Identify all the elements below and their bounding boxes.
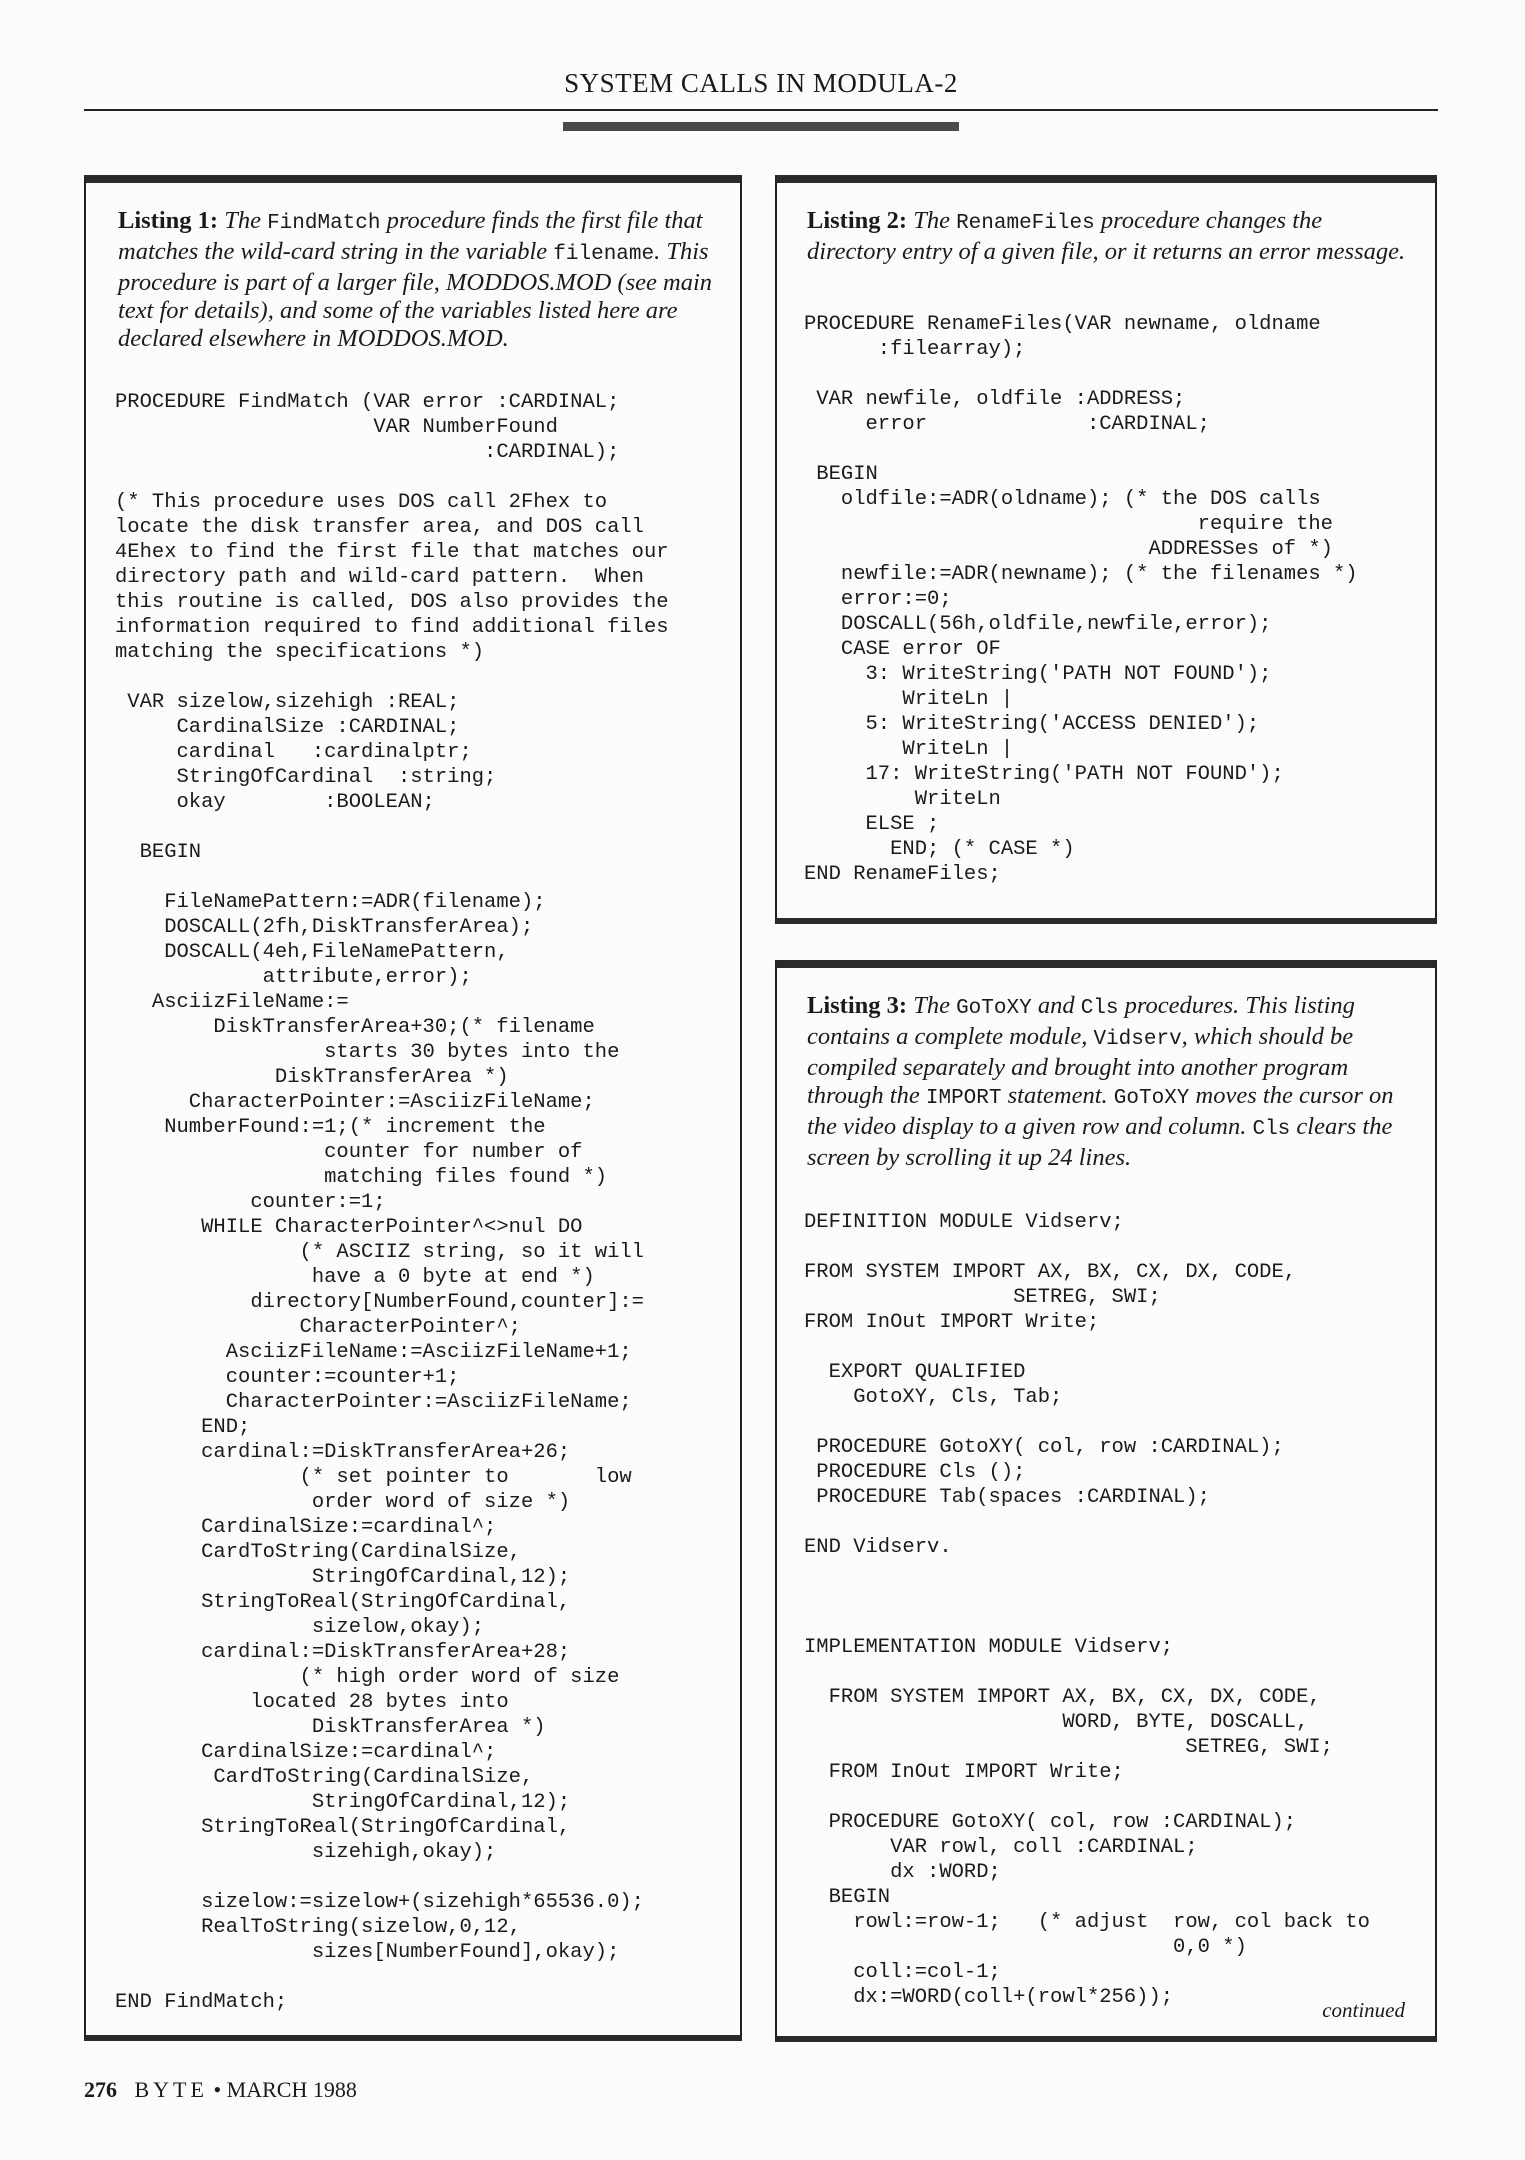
listing-2-code: PROCEDURE RenameFiles(VAR newname, oldname :filearray); VAR newfile, oldfile :ADDRESS; error :CARDINAL; BEGIN oldfile:=ADR(oldname); (* the DOS calls require the ADDRESSes of *) newfile:=ADR(newname); (* the filenames *) error:=0; DOSCALL(56h,oldfile,newfile,error); CASE error OF 3: WriteString('PATH NOT FOUND'); WriteLn | 5: WriteString('ACCESS DENIED'); WriteLn | 17: WriteString('PATH NOT FOUND'); WriteLn ELSE ; END; (* CASE *) END RenameFiles; bbox=[804, 313, 1358, 886]
footer-separator: • bbox=[213, 2077, 222, 2102]
listing-1-code: PROCEDURE FindMatch (VAR error :CARDINAL; VAR NumberFound :CARDINAL); (* This procedure uses DOS call 2Fhex to locate the disk transfer area, and DOS call 4Ehex to find the first file that matches our directory path and wild-card pattern. When this routine is called, DOS also provides the information required to find additional files matching the specifications *) VAR sizelow,sizehigh :REAL; CardinalSize :CARDINAL; cardinal :cardinalptr; StringOfCardinal :string; okay :BOOLEAN; BEGIN FileNamePattern:=ADR(filename); DOSCALL(2fh,DiskTransferArea); DOSCALL(4eh,FileNamePattern, attribute,error); AsciizFileName:= DiskTransferArea+30;(* filename starts 30 bytes into the DiskTransferArea *) CharacterPointer:=AsciizFileName; NumberFound:=1;(* increment the counter for number of matching files found *) counter:=1; WHILE CharacterPointer^<>nul DO (* ASCIIZ string, so it will have a 0 byte at end *) directory[NumberFound,counter]:= CharacterPointer^; AsciizFileName:=AsciizFileName+1; counter:=counter+1; CharacterPointer:=AsciizFileName; END; cardinal:=DiskTransferArea+26; (* set pointer to low order word of size *) CardinalSize:=cardinal^; CardToString(CardinalSize, StringOfCardinal,12); StringToReal(StringOfCardinal, sizelow,okay); cardinal:=DiskTransferArea+28; (* high order word of size located 28 bytes into DiskTransferArea *) CardinalSize:=cardinal^; CardToString(CardinalSize, StringOfCardinal,12); StringToReal(StringOfCardinal, sizehigh,okay); sizelow:=sizelow+(sizehigh*65536.0); RealToString(sizelow,0,12, sizes[NumberFound],okay); END FindMatch; bbox=[115, 391, 669, 2014]
continued-note: continued bbox=[1322, 1998, 1405, 2022]
listing-1-box bbox=[84, 175, 742, 2041]
header-bar bbox=[563, 122, 959, 131]
listing-1-caption: Listing 1: The FindMatch procedure finds the first file that matches the wild-card string in the variable filename. This procedure is part of a larger file, MODDOS.MOD (see main text for details), and some of the variables listed here are declared elsewhere in MODDOS.MOD. bbox=[118, 207, 713, 352]
listing-2-caption: Listing 2: The RenameFiles procedure changes the directory entry of a given file, or it returns an error message. bbox=[807, 207, 1406, 265]
listing-3-label: Listing 3: bbox=[807, 992, 908, 1019]
listing-3-code: DEFINITION MODULE Vidserv; FROM SYSTEM IMPORT AX, BX, CX, DX, CODE, SETREG, SWI; FROM InOut IMPORT Write; EXPORT QUALIFIED GotoXY, Cls, Tab; PROCEDURE GotoXY( col, row :CARDINAL); PROCEDURE Cls (); PROCEDURE Tab(spaces :CARDINAL); END Vidserv. IMPLEMENTATION MODULE Vidserv; FROM SYSTEM IMPORT AX, BX, CX, DX, CODE, WORD, BYTE, DOSCALL, SETREG, SWI; FROM InOut IMPORT Write; PROCEDURE GotoXY( col, row :CARDINAL); VAR rowl, coll :CARDINAL; dx :WORD; BEGIN rowl:=row-1; (* adjust row, col back to 0,0 *) coll:=col-1; dx:=WORD(coll+(rowl*256)); bbox=[804, 1211, 1370, 2009]
listing-1-label: Listing 1: bbox=[118, 207, 219, 234]
listing-2-box bbox=[775, 175, 1437, 924]
magazine-name: BYTE bbox=[134, 2077, 208, 2102]
page-footer bbox=[84, 2077, 357, 2103]
header-rule bbox=[84, 109, 1438, 111]
listing-3-box bbox=[775, 960, 1437, 2042]
listing-3-caption: Listing 3: The GoToXY and Cls procedures. This listing contains a complete module, Vidserv, which should be compiled separately and brought into another program through the IMPORT statement. GoToXY moves the cursor on the video display to a given row and column. Cls clears the screen by scrolling it up 24 lines. bbox=[807, 992, 1394, 1171]
listing-2-label: Listing 2: bbox=[807, 207, 908, 234]
issue-date: MARCH 1988 bbox=[226, 2077, 357, 2102]
page-number: 276 bbox=[84, 2077, 117, 2102]
running-header: SYSTEM CALLS IN MODULA-2 bbox=[564, 68, 958, 98]
